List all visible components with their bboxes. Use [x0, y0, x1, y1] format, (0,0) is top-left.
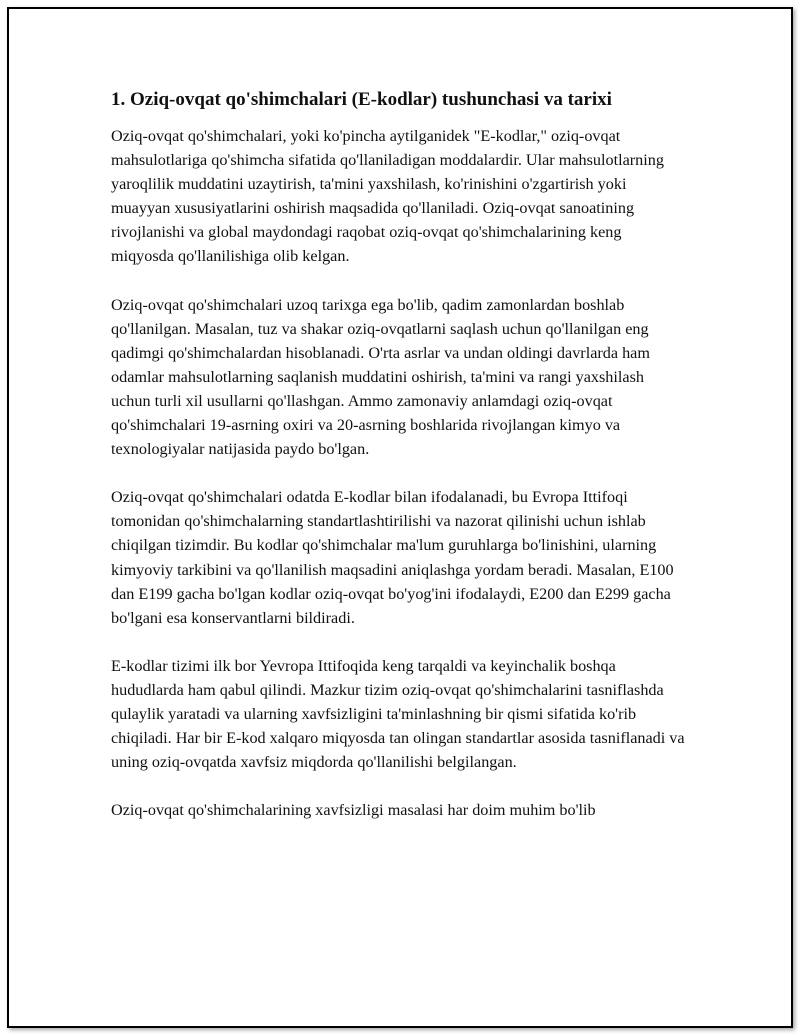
section-heading: 1. Oziq-ovqat qo'shimchalari (E-kodlar) tushunchasi va tarixi [111, 89, 612, 110]
document-body [111, 88, 685, 846]
paragraph-2: Oziq-ovqat qo'shimchalari uzoq tarixga ega bo'lib, qadim zamonlardan boshlab qo'llanilgan. Masalan, tuz va shakar oziq-ovqatlarni saqlash uchun qo'llanilgan eng qadimgi qo'shimchalardan hisoblanadi. O'rta asrlar va undan oldingi davrlarda ham odamlar mahsulotlarning saqlanish muddatini oshirish, ta'mini va rangi yaxshilash uchun turli xil usullarni qo'llashgan. Ammo zamonaviy anlamdagi oziq-ovqat qo'shimchalari 19-asrning oxiri va 20-asrning boshlarida rivojlangan kimyo va texnologiyalar natijasida paydo bo'lgan. [111, 295, 650, 459]
paragraph-1: Oziq-ovqat qo'shimchalari, yoki ko'pincha aytilganidek "E-kodlar," oziq-ovqat mahsulotlariga qo'shimcha sifatida qo'llaniladigan moddalardir. Ular mahsulotlarning yaroqlilik muddatini uzaytirish, ta'mini yaxshilash, ko'rinishini o'zgartirish yoki muayyan xususiyatlarini oshirish maqsadida qo'llaniladi. Oziq-ovqat sanoatining rivojlanishi va global maydondagi raqobat oziq-ovqat qo'shimchalarining keng miqyosda qo'llanilishiga olib kelgan. [111, 127, 664, 266]
paragraph-3: Oziq-ovqat qo'shimchalari odatda E-kodlar bilan ifodalanadi, bu Evropa Ittifoqi tomonidan qo'shimchalarning standartlashtirilishi va nazorat qilinishi uchun ishlab chiqilgan tizimdir. Bu kodlar qo'shimchalar ma'lum guruhlarga bo'linishini, ularning kimyoviy tarkibini va qo'llanilish maqsadini aniqlashga yordam beradi. Masalan, E100 dan E199 gacha bo'lgan kodlar oziq-ovqat bo'yog'ini ifodalaydi, E200 dan E299 gacha bo'lgani esa konservantlarni bildiradi. [111, 488, 674, 627]
paragraph-4: E-kodlar tizimi ilk bor Yevropa Ittifoqida keng tarqaldi va keyinchalik boshqa hududlarda ham qabul qilindi. Mazkur tizim oziq-ovqat qo'shimchalarini tasniflashda qulaylik yaratadi va ularning xavfsizligini ta'minlashning bir qismi sifatida ko'rib chiqiladi. Har bir E-kod xalqaro miqyosda tan olingan standartlar asosida tasniflanadi va uning oziq-ovqatda xavfsiz miqdorda qo'llanilishi belgilangan. [111, 656, 685, 772]
paragraph-5: Oziq-ovqat qo'shimchalarining xavfsizligi masalasi har doim muhim bo'lib [111, 801, 596, 820]
